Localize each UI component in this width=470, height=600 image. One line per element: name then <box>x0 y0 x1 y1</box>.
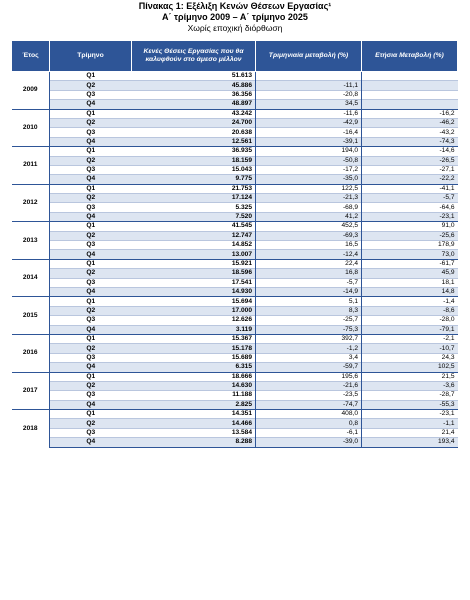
quarter-cell: Q2 <box>50 419 132 428</box>
table-row <box>12 128 458 137</box>
quarterly-change-cell: 22,4 <box>256 259 362 268</box>
annual-change-cell <box>362 90 458 99</box>
year-cell: 2012 <box>12 184 50 222</box>
annual-change-cell: 73,0 <box>362 250 458 259</box>
table-row <box>12 363 458 372</box>
quarter-cell: Q3 <box>50 128 132 137</box>
quarterly-change-cell: -35,0 <box>256 175 362 184</box>
vacancies-cell: 17.000 <box>132 306 256 315</box>
quarterly-change-cell: 3,4 <box>256 353 362 362</box>
quarter-cell: Q3 <box>50 278 132 287</box>
vacancies-cell: 14.930 <box>132 287 256 296</box>
year-group <box>12 184 458 222</box>
table-row <box>12 410 458 419</box>
quarterly-change-cell: -75,3 <box>256 325 362 334</box>
vacancies-cell: 15.178 <box>132 344 256 353</box>
annual-change-cell: -61,7 <box>362 259 458 268</box>
vacancies-cell: 14.351 <box>132 410 256 419</box>
quarterly-change-cell: -39,0 <box>256 438 362 447</box>
year-cell: 2014 <box>12 259 50 297</box>
quarterly-change-cell: -23,5 <box>256 391 362 400</box>
quarterly-change-cell: 8,3 <box>256 306 362 315</box>
annual-change-cell: -10,7 <box>362 344 458 353</box>
year-cell: 2010 <box>12 109 50 147</box>
vacancies-cell: 15.921 <box>132 259 256 268</box>
annual-change-cell: -8,6 <box>362 306 458 315</box>
table-row <box>12 72 458 81</box>
table-row <box>12 419 458 428</box>
annual-change-cell: -3,6 <box>362 381 458 390</box>
quarterly-change-cell: 452,5 <box>256 222 362 231</box>
vacancies-cell: 18.596 <box>132 269 256 278</box>
table-row <box>12 118 458 127</box>
quarterly-change-cell: -68,9 <box>256 203 362 212</box>
quarter-cell: Q3 <box>50 316 132 325</box>
quarterly-change-cell: 408,0 <box>256 410 362 419</box>
quarter-cell: Q1 <box>50 410 132 419</box>
quarterly-change-cell: -14,9 <box>256 287 362 296</box>
year-group <box>12 109 458 147</box>
table-row <box>12 381 458 390</box>
header-quarter: Τρίμηνο <box>50 41 132 72</box>
quarter-cell: Q3 <box>50 165 132 174</box>
year-cell: 2011 <box>12 147 50 185</box>
table-row <box>12 269 458 278</box>
vacancies-table <box>11 40 458 448</box>
quarterly-change-cell: -16,4 <box>256 128 362 137</box>
year-cell: 2018 <box>12 410 50 448</box>
table-row <box>12 81 458 90</box>
vacancies-cell: 5.325 <box>132 203 256 212</box>
table-period: Α΄ τρίμηνο 2009 – Α΄ τρίμηνο 2025 <box>162 12 308 22</box>
quarter-cell: Q4 <box>50 175 132 184</box>
quarterly-change-cell: 5,1 <box>256 297 362 306</box>
annual-change-cell: -64,6 <box>362 203 458 212</box>
quarter-cell: Q2 <box>50 269 132 278</box>
annual-change-cell: -14,6 <box>362 147 458 156</box>
quarter-cell: Q2 <box>50 344 132 353</box>
table-row <box>12 428 458 437</box>
header-quarterly-change: Τριμηνιαία μεταβολή (%) <box>256 41 362 72</box>
table-row <box>12 372 458 381</box>
table-row <box>12 222 458 231</box>
vacancies-cell: 15.694 <box>132 297 256 306</box>
table-row <box>12 316 458 325</box>
table-row <box>12 147 458 156</box>
year-cell: 2017 <box>12 372 50 410</box>
quarterly-change-cell: 122,5 <box>256 184 362 193</box>
vacancies-cell: 21.753 <box>132 184 256 193</box>
annual-change-cell: -46,2 <box>362 118 458 127</box>
table-row <box>12 250 458 259</box>
annual-change-cell: -43,2 <box>362 128 458 137</box>
quarter-cell: Q3 <box>50 428 132 437</box>
annual-change-cell: 14,8 <box>362 287 458 296</box>
vacancies-cell: 15.367 <box>132 334 256 343</box>
table-row <box>12 287 458 296</box>
table-row <box>12 137 458 146</box>
year-group <box>12 72 458 110</box>
table-row <box>12 165 458 174</box>
vacancies-cell: 7.520 <box>132 212 256 221</box>
table-subtitle: Χωρίς εποχική διόρθωση <box>187 23 283 33</box>
year-cell: 2009 <box>12 72 50 110</box>
quarter-cell: Q3 <box>50 241 132 250</box>
quarter-cell: Q1 <box>50 109 132 118</box>
vacancies-cell: 13.007 <box>132 250 256 259</box>
vacancies-cell: 24.700 <box>132 118 256 127</box>
year-group <box>12 410 458 448</box>
vacancies-cell: 18.159 <box>132 156 256 165</box>
quarterly-change-cell: -50,8 <box>256 156 362 165</box>
vacancies-cell: 36.935 <box>132 147 256 156</box>
annual-change-cell: -74,3 <box>362 137 458 146</box>
table-row <box>12 100 458 109</box>
quarter-cell: Q1 <box>50 72 132 81</box>
annual-change-cell: 21,5 <box>362 372 458 381</box>
quarter-cell: Q4 <box>50 325 132 334</box>
quarter-cell: Q4 <box>50 250 132 259</box>
quarter-cell: Q1 <box>50 222 132 231</box>
quarterly-change-cell <box>256 72 362 81</box>
annual-change-cell: -1,4 <box>362 297 458 306</box>
quarterly-change-cell: -5,7 <box>256 278 362 287</box>
quarterly-change-cell: -74,7 <box>256 400 362 409</box>
quarterly-change-cell: -12,4 <box>256 250 362 259</box>
annual-change-cell: 24,3 <box>362 353 458 362</box>
table-row <box>12 353 458 362</box>
quarter-cell: Q4 <box>50 287 132 296</box>
annual-change-cell: -25,6 <box>362 231 458 240</box>
annual-change-cell: -28,7 <box>362 391 458 400</box>
vacancies-cell: 18.666 <box>132 372 256 381</box>
quarterly-change-cell: 0,8 <box>256 419 362 428</box>
quarter-cell: Q1 <box>50 259 132 268</box>
annual-change-cell: 193,4 <box>362 438 458 447</box>
year-cell: 2015 <box>12 297 50 335</box>
quarterly-change-cell: 194,0 <box>256 147 362 156</box>
quarterly-change-cell: 34,5 <box>256 100 362 109</box>
year-group <box>12 297 458 335</box>
quarter-cell: Q3 <box>50 353 132 362</box>
table-row <box>12 344 458 353</box>
annual-change-cell: -1,1 <box>362 419 458 428</box>
quarter-cell: Q3 <box>50 203 132 212</box>
annual-change-cell: -27,1 <box>362 165 458 174</box>
quarterly-change-cell: -21,6 <box>256 381 362 390</box>
vacancies-cell: 17.541 <box>132 278 256 287</box>
table-row <box>12 325 458 334</box>
annual-change-cell: -41,1 <box>362 184 458 193</box>
vacancies-cell: 48.897 <box>132 100 256 109</box>
vacancies-cell: 2.825 <box>132 400 256 409</box>
quarter-cell: Q2 <box>50 194 132 203</box>
header-year: Έτος <box>12 41 50 72</box>
quarter-cell: Q1 <box>50 372 132 381</box>
quarterly-change-cell: -11,1 <box>256 81 362 90</box>
table-row <box>12 90 458 99</box>
year-group <box>12 372 458 410</box>
header-annual-change: Ετήσια Μεταβολή (%) <box>362 41 458 72</box>
vacancies-cell: 45.886 <box>132 81 256 90</box>
quarterly-change-cell: -20,8 <box>256 90 362 99</box>
vacancies-cell: 51.613 <box>132 72 256 81</box>
annual-change-cell: -55,3 <box>362 400 458 409</box>
annual-change-cell: -22,2 <box>362 175 458 184</box>
annual-change-cell: -28,0 <box>362 316 458 325</box>
table-row <box>12 438 458 447</box>
quarter-cell: Q1 <box>50 297 132 306</box>
quarterly-change-cell: -39,1 <box>256 137 362 146</box>
table-row <box>12 400 458 409</box>
quarterly-change-cell: 41,2 <box>256 212 362 221</box>
annual-change-cell: 45,9 <box>362 269 458 278</box>
annual-change-cell: -2,1 <box>362 334 458 343</box>
quarter-cell: Q2 <box>50 306 132 315</box>
quarter-cell: Q4 <box>50 100 132 109</box>
quarterly-change-cell: -69,3 <box>256 231 362 240</box>
vacancies-cell: 11.188 <box>132 391 256 400</box>
annual-change-cell <box>362 72 458 81</box>
quarterly-change-cell: 16,8 <box>256 269 362 278</box>
table-row <box>12 194 458 203</box>
table-row <box>12 175 458 184</box>
annual-change-cell: 102,5 <box>362 363 458 372</box>
annual-change-cell <box>362 100 458 109</box>
annual-change-cell: -23,1 <box>362 410 458 419</box>
vacancies-cell: 15.043 <box>132 165 256 174</box>
header-row <box>12 41 458 72</box>
quarter-cell: Q2 <box>50 156 132 165</box>
quarter-cell: Q1 <box>50 334 132 343</box>
table-row <box>12 184 458 193</box>
year-group <box>12 334 458 372</box>
quarter-cell: Q4 <box>50 137 132 146</box>
table-row <box>12 109 458 118</box>
table-row <box>12 231 458 240</box>
year-group <box>12 259 458 297</box>
quarterly-change-cell: -42,9 <box>256 118 362 127</box>
quarterly-change-cell: -1,2 <box>256 344 362 353</box>
annual-change-cell: 178,9 <box>362 241 458 250</box>
annual-change-cell: 18,1 <box>362 278 458 287</box>
annual-change-cell: -23,1 <box>362 212 458 221</box>
quarter-cell: Q2 <box>50 381 132 390</box>
table-row <box>12 334 458 343</box>
table-row <box>12 297 458 306</box>
vacancies-cell: 12.561 <box>132 137 256 146</box>
vacancies-cell: 12.626 <box>132 316 256 325</box>
vacancies-cell: 9.775 <box>132 175 256 184</box>
quarter-cell: Q1 <box>50 147 132 156</box>
quarter-cell: Q2 <box>50 81 132 90</box>
quarterly-change-cell: 195,6 <box>256 372 362 381</box>
table-row <box>12 203 458 212</box>
annual-change-cell: 21,4 <box>362 428 458 437</box>
quarter-cell: Q1 <box>50 184 132 193</box>
vacancies-cell: 14.852 <box>132 241 256 250</box>
table-row <box>12 156 458 165</box>
quarterly-change-cell: -17,2 <box>256 165 362 174</box>
header-vacancies: Κενές Θέσεις Εργασίας που θα καλυφθούν στο άμεσο μέλλον <box>132 41 256 72</box>
vacancies-cell: 20.638 <box>132 128 256 137</box>
quarterly-change-cell: -6,1 <box>256 428 362 437</box>
table-title: Πίνακας 1: Εξέλιξη Κενών Θέσεων Εργασίας¹ <box>138 1 332 11</box>
quarter-cell: Q3 <box>50 391 132 400</box>
quarterly-change-cell: -59,7 <box>256 363 362 372</box>
annual-change-cell: -79,1 <box>362 325 458 334</box>
annual-change-cell <box>362 81 458 90</box>
quarter-cell: Q4 <box>50 400 132 409</box>
vacancies-cell: 8.288 <box>132 438 256 447</box>
vacancies-cell: 15.689 <box>132 353 256 362</box>
annual-change-cell: -5,7 <box>362 194 458 203</box>
quarter-cell: Q4 <box>50 212 132 221</box>
vacancies-cell: 41.545 <box>132 222 256 231</box>
quarterly-change-cell: -25,7 <box>256 316 362 325</box>
vacancies-cell: 6.315 <box>132 363 256 372</box>
year-group <box>12 147 458 185</box>
quarterly-change-cell: 392,7 <box>256 334 362 343</box>
year-group <box>12 222 458 260</box>
quarter-cell: Q2 <box>50 118 132 127</box>
vacancies-cell: 43.242 <box>132 109 256 118</box>
vacancies-cell: 13.584 <box>132 428 256 437</box>
table-row <box>12 278 458 287</box>
table-row <box>12 306 458 315</box>
vacancies-cell: 14.466 <box>132 419 256 428</box>
quarter-cell: Q4 <box>50 438 132 447</box>
year-cell: 2016 <box>12 334 50 372</box>
table-row <box>12 259 458 268</box>
quarterly-change-cell: -11,6 <box>256 109 362 118</box>
quarterly-change-cell: 16,5 <box>256 241 362 250</box>
annual-change-cell: -26,5 <box>362 156 458 165</box>
annual-change-cell: -16,2 <box>362 109 458 118</box>
vacancies-cell: 14.630 <box>132 381 256 390</box>
vacancies-cell: 3.119 <box>132 325 256 334</box>
quarter-cell: Q4 <box>50 363 132 372</box>
vacancies-cell: 17.124 <box>132 194 256 203</box>
vacancies-cell: 12.747 <box>132 231 256 240</box>
annual-change-cell: 91,0 <box>362 222 458 231</box>
year-cell: 2013 <box>12 222 50 260</box>
vacancies-cell: 36.356 <box>132 90 256 99</box>
table-row <box>12 241 458 250</box>
table-row <box>12 212 458 221</box>
quarter-cell: Q2 <box>50 231 132 240</box>
quarterly-change-cell: -21,3 <box>256 194 362 203</box>
quarter-cell: Q3 <box>50 90 132 99</box>
table-row <box>12 391 458 400</box>
